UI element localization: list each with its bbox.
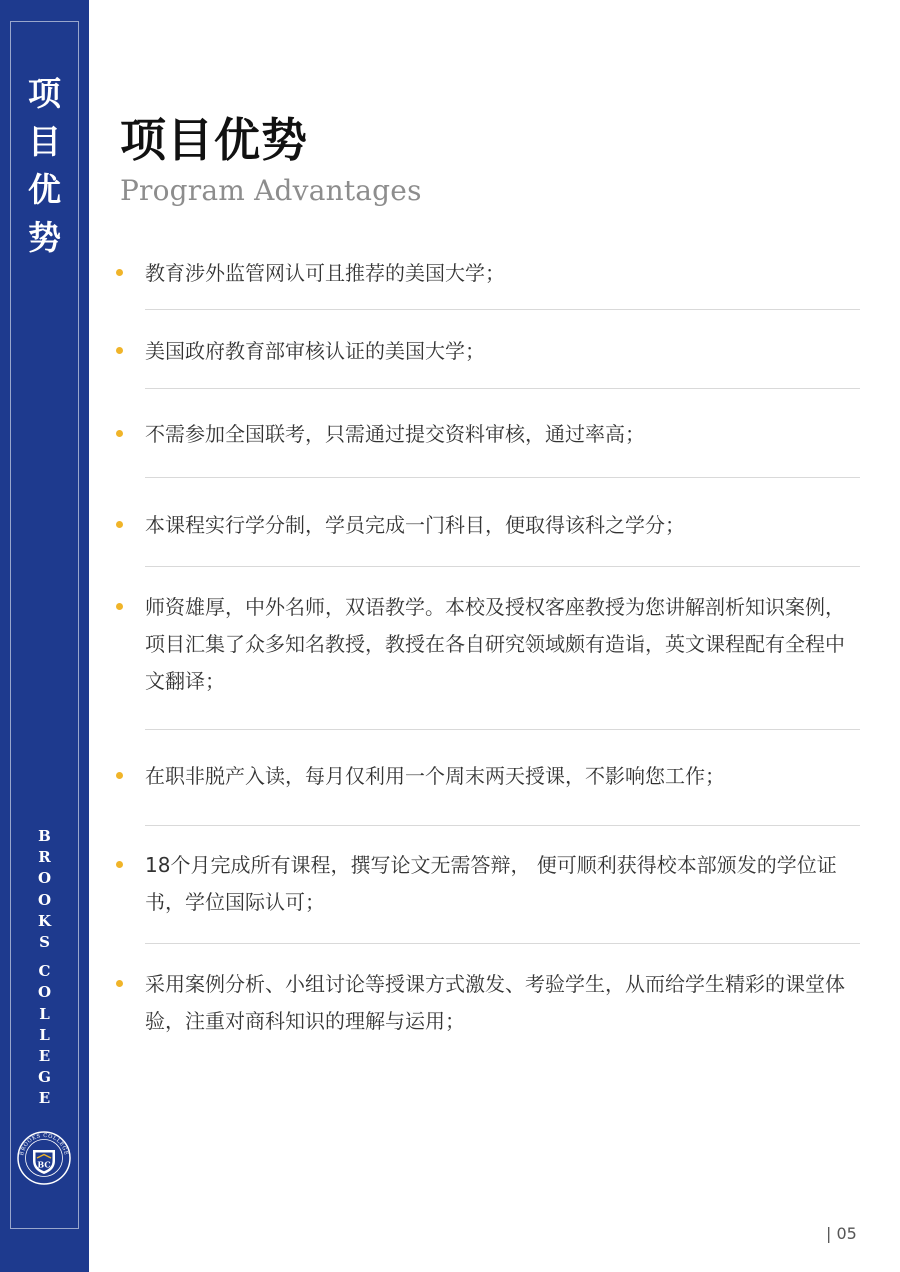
list-item-text: 本课程实行学分制，学员完成一门科目，便取得该科之学分； [145,513,685,537]
college-letter: O [37,869,52,888]
college-letter: B [38,827,51,845]
seal-text: BROOKS COLLEGE [19,1132,69,1157]
college-seal-icon [17,1131,71,1185]
college-letter: E [38,1089,51,1108]
bullet-dot-icon [116,521,123,528]
list-item-text: 美国政府教育部审核认证的美国大学； [145,339,485,363]
bullet-dot-icon [116,772,123,779]
divider [145,309,860,310]
divider [145,729,860,730]
bullet-dot-icon [116,603,123,610]
divider [145,943,860,944]
college-letter: O [37,890,52,909]
divider [145,477,860,478]
college-letter: L [39,1004,50,1023]
list-item-text: 采用案例分析、小组讨论等授课方式激发、考验学生，从而给学生精彩的课堂体验，注重对商科知识的理解与运用； [145,972,845,1033]
college-letter: S [39,933,50,952]
sidebar [0,0,89,1272]
list-item-text: 师资雄厚，中外名师，双语教学。本校及授权客座教授为您讲解剖析知识案例，项目汇集了众多知名教授，教授在各自研究领域颇有造诣，英文课程配有全程中文翻译； [145,595,845,693]
sidebar-title [0,70,89,262]
list-item-text: 教育涉外监管网认可且推荐的美国大学； [145,261,505,285]
college-letter: K [37,911,52,930]
sidebar-title-char: 项 [28,74,61,113]
college-letter: L [39,1025,50,1044]
divider [145,388,860,389]
college-letter: R [38,848,51,867]
sidebar-title-char: 势 [28,218,61,257]
sidebar-title-char: 优 [28,170,61,209]
bullet-dot-icon [116,861,123,868]
seal-monogram: BC [37,1159,51,1170]
bullet-dot-icon [116,980,123,987]
college-letter: C [38,962,51,981]
college-letter: G [38,1068,51,1087]
divider [145,566,860,567]
college-letter: E [38,1047,51,1066]
divider [145,825,860,826]
list-item-text: 18个月完成所有课程，撰写论文无需答辩， 便可顺利获得校本部颁发的学位证书，学位国际认可； [145,853,837,914]
bullet-dot-icon [116,269,123,276]
bullet-dot-icon [116,430,123,437]
page-title: 项目优势 [120,113,308,167]
college-letter: O [37,983,52,1002]
bullet-dot-icon [116,347,123,354]
page-number: | 05 [826,1224,857,1243]
sidebar-title-char: 目 [28,122,61,161]
list-item-text: 在职非脱产入读，每月仅利用一个周末两天授课，不影响您工作； [145,764,725,788]
list-item-text: 不需参加全国联考，只需通过提交资料审核，通过率高； [145,422,645,446]
sidebar-college-name [0,826,89,1110]
page-subtitle: Program Advantages [120,174,422,207]
